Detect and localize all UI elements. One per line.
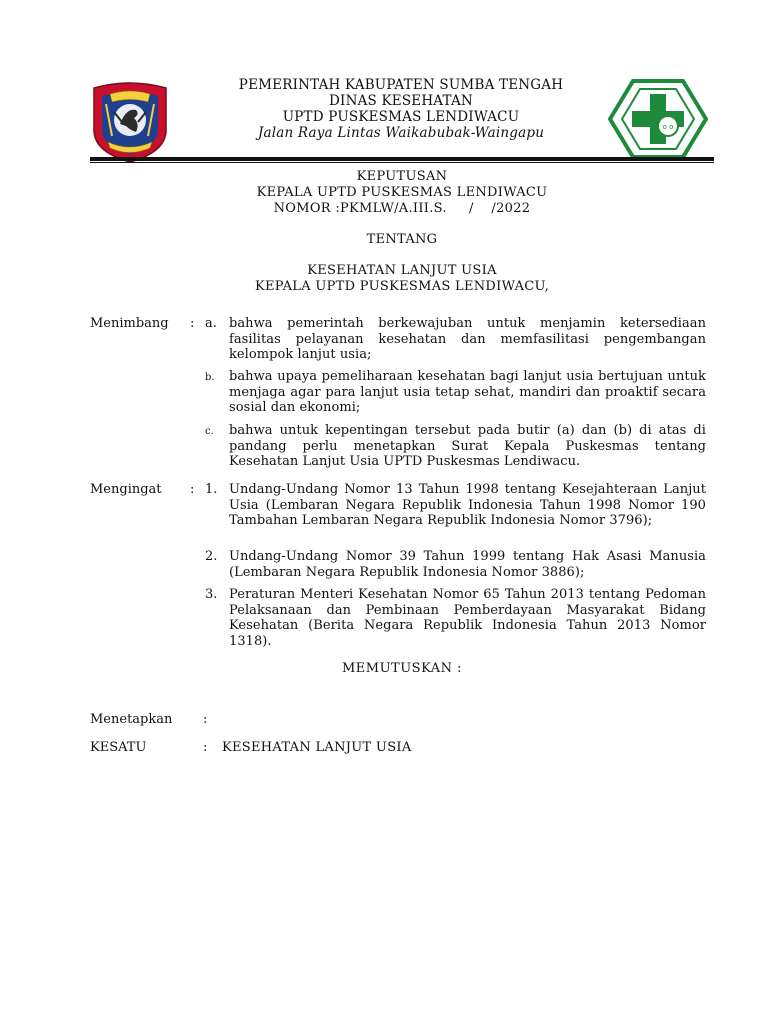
letterhead-unit: UPTD PUSKESMAS LENDIWACU: [282, 109, 520, 125]
subject-line-2: KEPALA UPTD PUSKESMAS LENDIWACU,: [254, 279, 550, 294]
letterhead-rule-thin: [90, 162, 714, 163]
mengingat-item-2: Undang-Undang Nomor 39 Tahun 1999 tentang Hak Asasi Manusia (Lembaran Negara Republik Indonesia Nomor 3886);: [229, 549, 706, 580]
svg-text:o o: o o: [662, 123, 674, 131]
letterhead-government: PEMERINTAH KABUPATEN SUMBA TENGAH: [238, 77, 564, 93]
menimbang-colon: :: [190, 316, 195, 331]
letterhead: [170, 77, 632, 141]
menimbang-item-a: bahwa pemerintah berkewajuban untuk menjamin ketersediaan fasilitas pelayanan kesehatan dan memfasilitasi pengembangan kelompok lanjut usia;: [229, 316, 706, 363]
puskesmas-cross-icon: [608, 78, 708, 160]
menetapkan-colon: :: [203, 712, 208, 727]
menimbang-marker-b: b.: [205, 372, 215, 383]
mengingat-marker-1: 1.: [205, 482, 218, 497]
memutuskan-heading: MEMUTUSKAN :: [341, 661, 463, 676]
mengingat-colon: :: [190, 482, 195, 497]
kesatu-label: KESATU: [90, 740, 147, 755]
mengingat-item-3: Peraturan Menteri Kesehatan Nomor 65 Tahun 2013 tentang Pedoman Pelaksanaan dan Pembinaan Pemberdayaan Masyarakat Bidang Kesehatan (Berita Negara Republik Indonesia Tahun 2013 Nomor 1318).: [229, 587, 706, 649]
decree-issuer: KEPALA UPTD PUSKESMAS LENDIWACU: [256, 185, 548, 200]
sumba-tengah-emblem-icon: [90, 80, 170, 164]
decree-subject: [90, 263, 714, 295]
menimbang-item-b: bahwa upaya pemeliharaan kesehatan bagi lanjut usia bertujuan untuk menjaga agar para lanjut usia tetap sehat, mandiri dan proaktif secara sosial dan ekonomi;: [229, 369, 706, 416]
decree-heading: KEPUTUSAN: [356, 169, 448, 184]
mengingat-label: Mengingat: [90, 482, 162, 497]
tentang-heading: [90, 232, 714, 248]
kesatu-value: KESEHATAN LANJUT USIA: [222, 740, 412, 755]
mengingat-marker-3: 3.: [205, 587, 218, 602]
mengingat-item-1: Undang-Undang Nomor 13 Tahun 1998 tentang Kesejahteraan Lanjut Usia (Lembaran Negara Republik Indonesia Tahun 1998 Nomor 190 Tambahan Lembaran Negara Republik Indonesia Nomor 3796);: [229, 482, 706, 529]
subject-line-1: KESEHATAN LANJUT USIA: [307, 263, 497, 278]
menimbang-item-c: bahwa untuk kepentingan tersebut pada butir (a) dan (b) di atas di pandang perlu menetapkan Surat Kepala Puskesmas tentang Kesehatan Lanjut Usia UPTD Puskesmas Lendiwacu.: [229, 423, 706, 470]
letterhead-department: DINAS KESEHATAN: [329, 93, 473, 109]
menimbang-marker-a: a.: [205, 316, 217, 331]
menimbang-marker-c: c.: [205, 426, 214, 437]
menimbang-label: Menimbang: [90, 316, 169, 331]
decree-title: [90, 169, 714, 217]
letterhead-address: Jalan Raya Lintas Waikabubak-Waingapu: [257, 125, 545, 141]
kesatu-colon: :: [203, 740, 208, 755]
decree-number: NOMOR :PKMLW/A.III.S. / /2022: [273, 201, 531, 216]
mengingat-marker-2: 2.: [205, 549, 218, 564]
letterhead-rule: [90, 157, 714, 161]
tentang-label: TENTANG: [366, 232, 438, 247]
menetapkan-label: Menetapkan: [90, 712, 173, 727]
